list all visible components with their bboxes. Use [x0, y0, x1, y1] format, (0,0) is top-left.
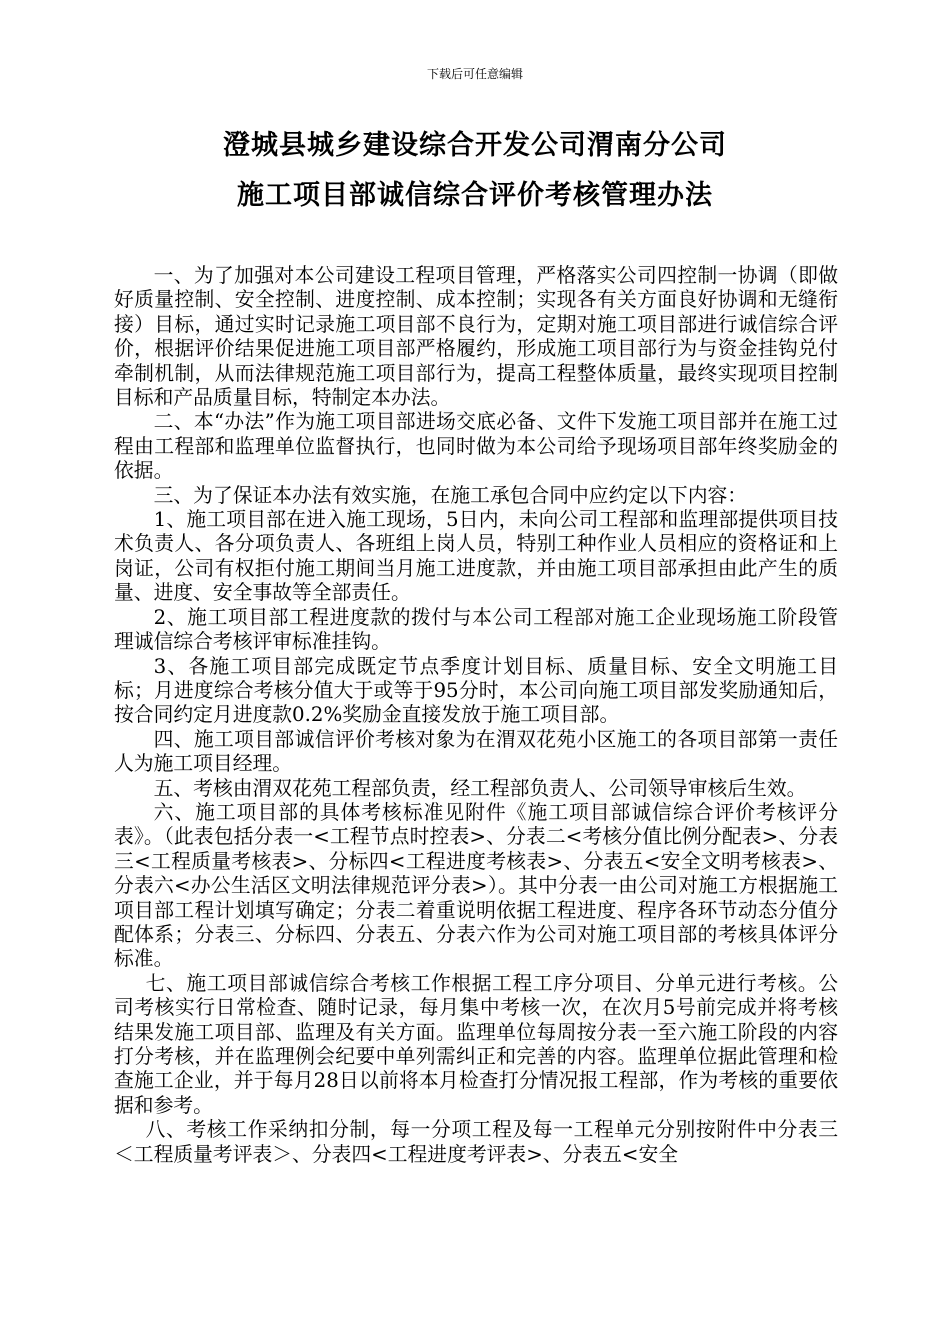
paragraph-8: 八、考核工作采纳扣分制，每一分项工程及每一工程单元分别按附件中分表三＜工程质量考评表＞、分表四<工程进度考评表>、分表五<安全 — [114, 1118, 838, 1166]
paragraph-6: 六、施工项目部的具体考核标准见附件《施工项目部诚信综合评价考核评分表》。（此表包括分表一<工程节点时控表>、分表二<考核分值比例分配表>、分表三<工程质量考核表>、分标四<工程进度考核表>、分表五<安全文明考核表>、分表六<办公生活区文明法律规范评分表>）。其中分表一由公司对施工方根据施工项目部工程计划填写确定；分表二着重说明依据工程进度、程序各环节动态分值分配体系；分表三、分标四、分表五、分表六作为公司对施工项目部的考核具体评分标准。 — [114, 800, 838, 971]
paragraph-3-item-2: 2、施工项目部工程进度款的拨付与本公司工程部对施工企业现场施工阶段管理诚信综合考核评审标准挂钩。 — [114, 605, 838, 654]
paragraph-3: 三、为了保证本办法有效实施，在施工承包合同中应约定以下内容： — [153, 483, 748, 507]
paragraph-1: 一、为了加强对本公司建设工程项目管理，严格落实公司四控制一协调（即做好质量控制、安全控制、进度控制、成本控制；实现各有关方面良好协调和无缝衔接）目标，通过实时记录施工项目部不良行为，定期对施工项目部进行诚信综合评价，根据评价结果促进施工项目部严格履约，形成施工项目部行为与资金挂钩兑付牵制机制，从而法律规范施工项目部行为，提高工程整体质量，最终实现项目控制目标和产品质量目标，特制定本办法。 — [114, 264, 838, 410]
paragraph-4: 四、施工项目部诚信评价考核对象为在渭双花苑小区施工的各项目部第一责任人为施工项目经理。 — [114, 727, 838, 776]
document-body — [114, 264, 838, 1167]
document-title-line-2: 施工项目部诚信综合评价考核管理办法 — [237, 180, 713, 211]
paragraph-5: 五、考核由渭双花苑工程部负责，经工程部负责人、公司领导审核后生效。 — [153, 776, 807, 800]
paragraph-7: 七、施工项目部诚信综合考核工作根据工程工序分项目、分单元进行考核。公司考核实行日常检查、随时记录，每月集中考核一次，在次月5号前完成并将考核结果发施工项目部、监理及有关方面。监理单位每周按分表一至六施工阶段的内容打分考核，并在监理例会纪要中单列需纠正和完善的内容。监理单位据此管理和检查施工企业，并于每月28日以前将本月检查打分情况报工程部，作为考核的重要依据和参考。 — [114, 971, 838, 1117]
paragraph-3-item-3: 3、各施工项目部完成既定节点季度计划目标、质量目标、安全文明施工目标；月进度综合考核分值大于或等于95分时，本公司向施工项目部发奖励通知后，按合同约定月进度款0.2%奖励金直接发放于施工项目部。 — [114, 654, 838, 727]
document-title-line-1: 澄城县城乡建设综合开发公司渭南分公司 — [223, 130, 727, 161]
header-note: 下载后可任意编辑 — [426, 67, 523, 81]
paragraph-3-item-1: 1、施工项目部在进入施工现场，5日内，未向公司工程部和监理部提供项目技术负责人、各分项负责人、各班组上岗人员，特别工种作业人员相应的资格证和上岗证，公司有权拒付施工期间当月施工进度款，并由施工项目部承担由此产生的质量、进度、安全事故等全部责任。 — [114, 508, 838, 605]
paragraph-2: 二、本“办法”作为施工项目部进场交底必备、文件下发施工项目部并在施工过程由工程部和监理单位监督执行，也同时做为本公司给予现场项目部年终奖励金的依据。 — [114, 410, 838, 483]
